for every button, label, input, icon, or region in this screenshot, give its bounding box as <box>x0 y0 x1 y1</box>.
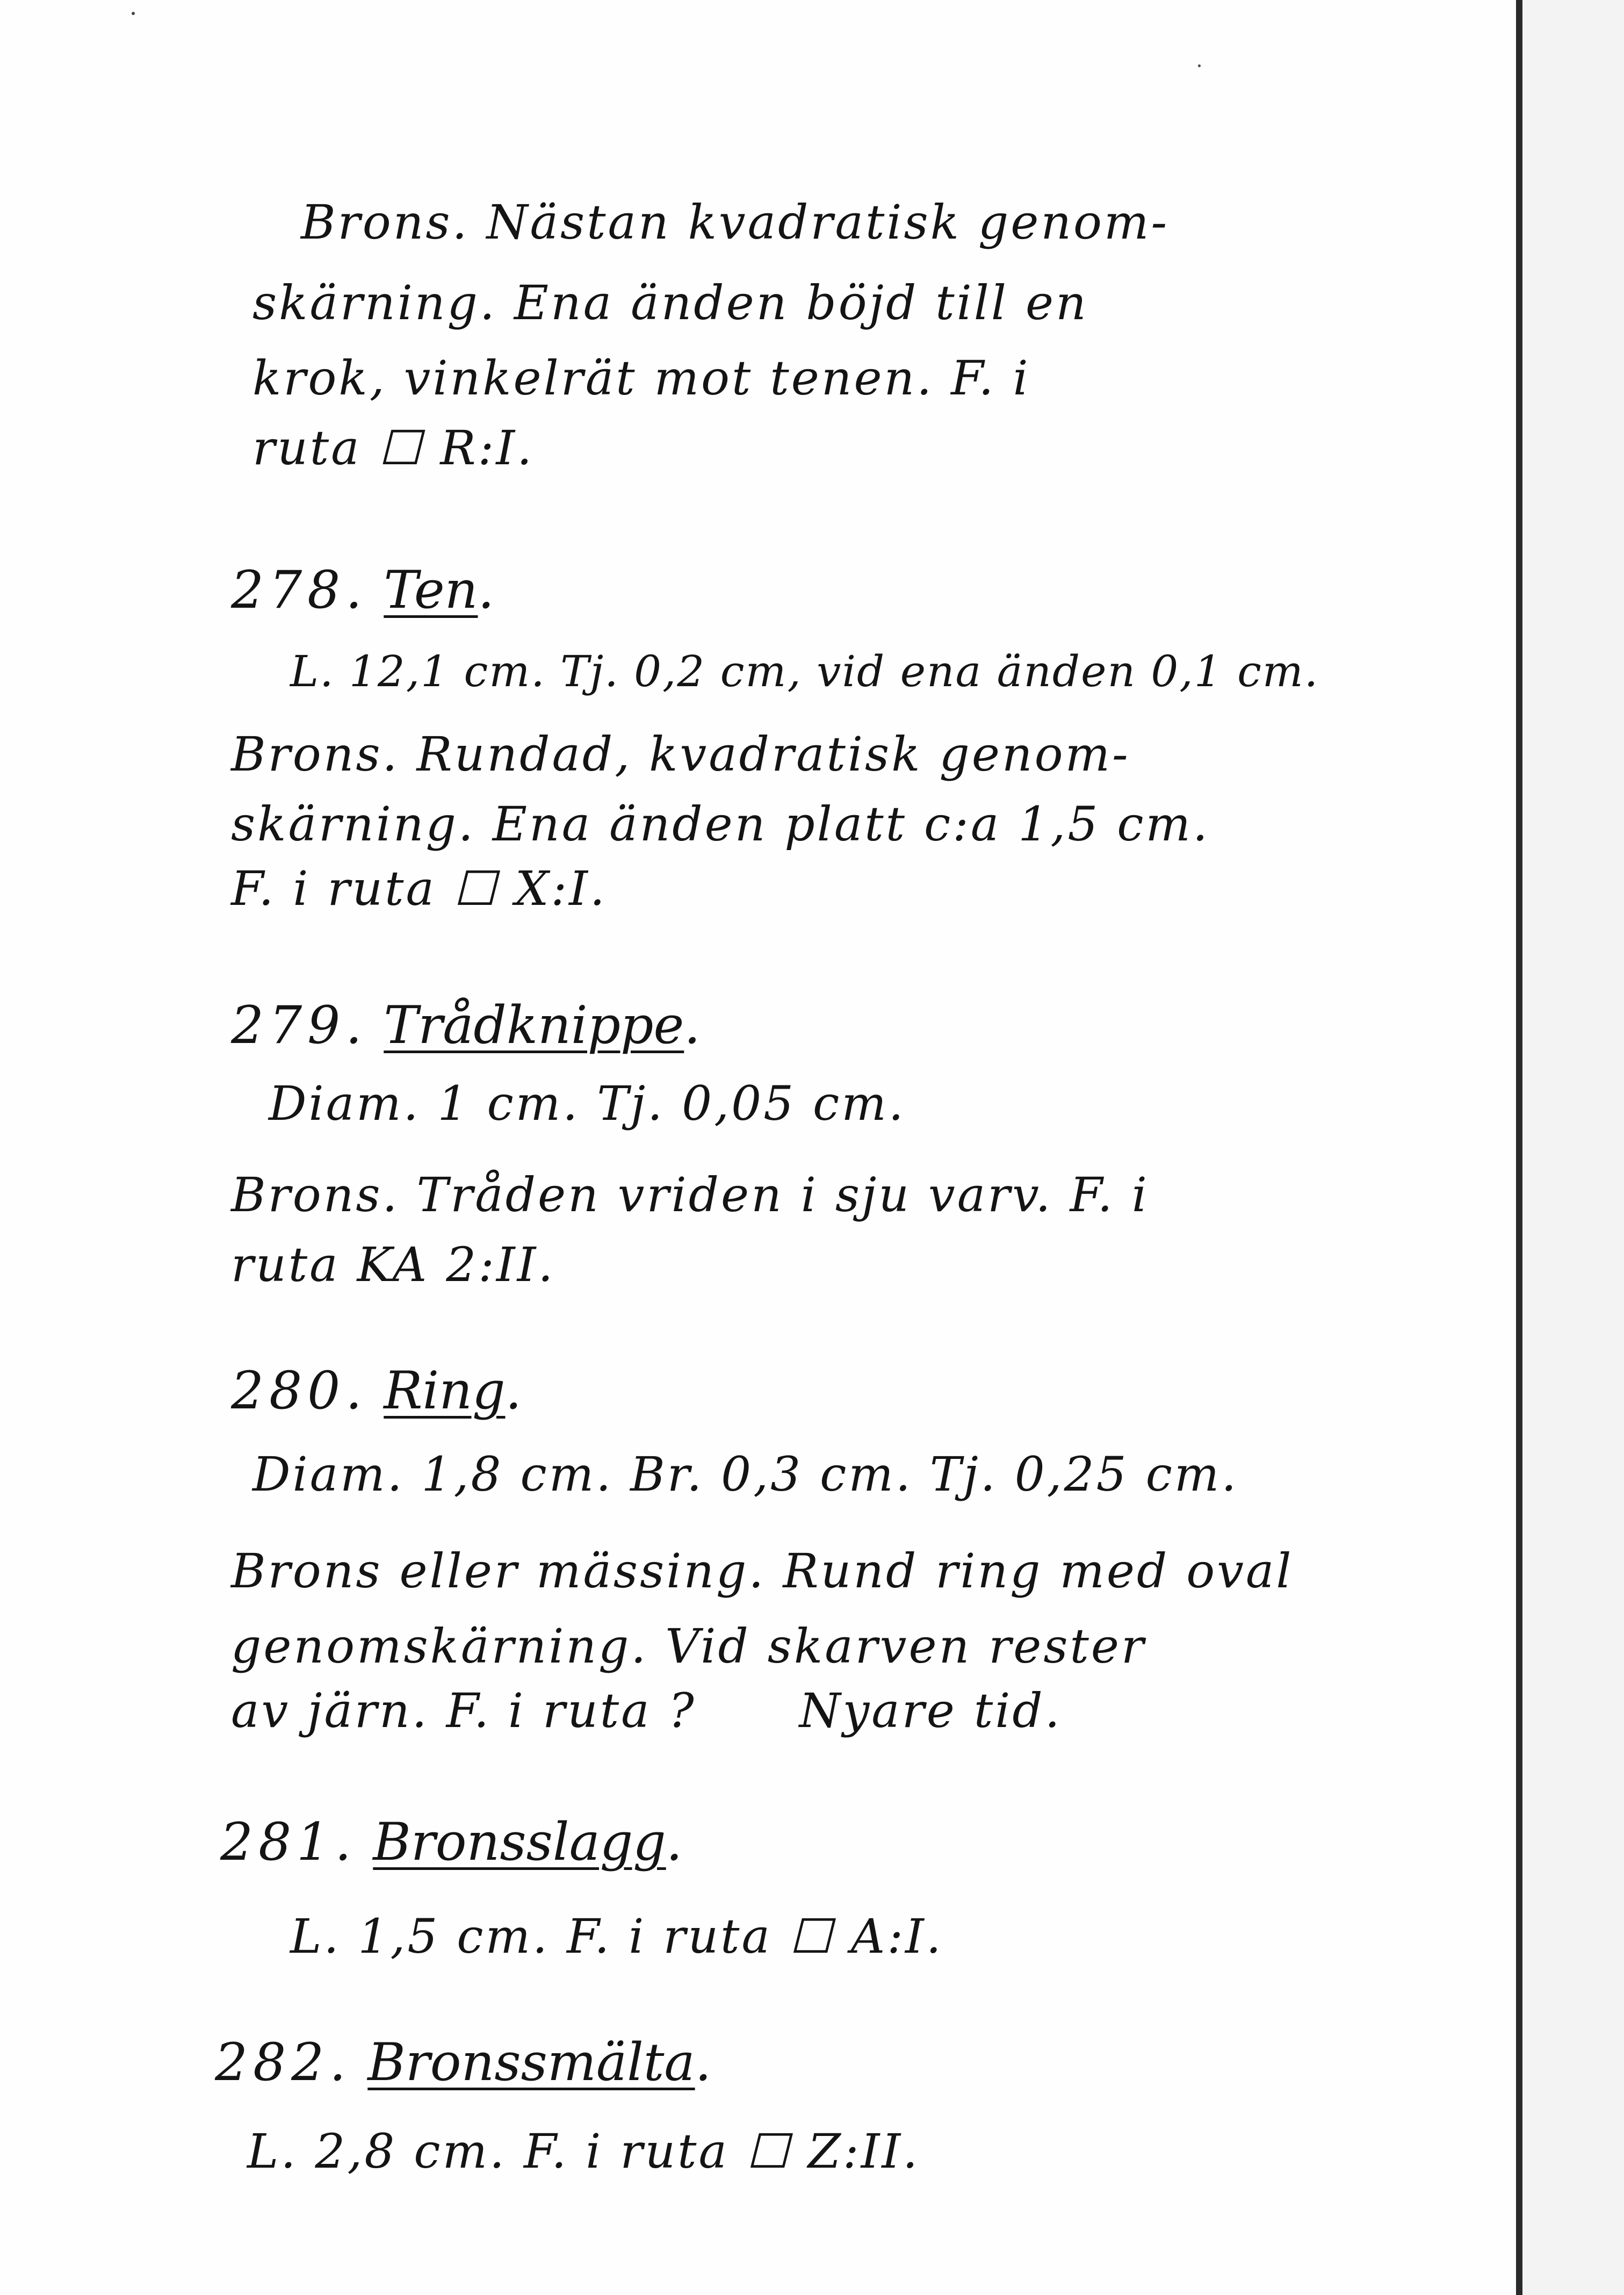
entry-heading-280 <box>231 1361 522 1421</box>
entry-continuation-line-3: krok, vinkelrät mot tenen. F. i <box>252 350 1030 406</box>
entry-278-line-4: F. i ruta ☐ X:I. <box>231 861 607 916</box>
entry-continuation-line-1: Brons. Nästan kvadratisk genom- <box>301 195 1170 250</box>
entry-heading-279 <box>231 995 701 1055</box>
entry-279-line-1: Diam. 1 cm. Tj. 0,05 cm. <box>269 1076 906 1131</box>
entry-278-line-2: Brons. Rundad, kvadratisk genom- <box>231 726 1130 782</box>
entry-282-line-1: L. 2,8 cm. F. i ruta ☐ Z:II. <box>247 2124 920 2179</box>
entry-heading-278 <box>231 560 494 620</box>
entry-278-line-3: skärning. Ena änden platt c:a 1,5 cm. <box>231 796 1210 852</box>
entry-title-period: . <box>478 560 494 620</box>
entry-continuation-line-2: skärning. Ena änden böjd till en <box>252 275 1088 330</box>
entry-280-line-2: Brons eller mässing. Rund ring med oval <box>231 1543 1294 1599</box>
scan-speck <box>1198 64 1201 67</box>
entry-number: 280. <box>231 1361 367 1421</box>
entry-280-line-3: genomskärning. Vid skarven rester <box>231 1618 1146 1674</box>
entry-title: Trådknippe <box>384 995 684 1055</box>
entry-number: 282. <box>215 2032 351 2092</box>
entry-title: Bronsslagg <box>373 1812 666 1872</box>
entry-title: Bronssmälta <box>367 2032 695 2092</box>
entry-title-period: . <box>695 2032 712 2092</box>
entry-title-period: . <box>666 1812 683 1872</box>
entry-number: 281. <box>220 1812 357 1872</box>
entry-280-line-4: av järn. F. i ruta ? Nyare tid. <box>231 1683 1062 1738</box>
entry-280-line-1: Diam. 1,8 cm. Br. 0,3 cm. Tj. 0,25 cm. <box>252 1447 1239 1502</box>
entry-number: 279. <box>231 995 367 1055</box>
entry-279-line-3: ruta KA 2:II. <box>231 1237 555 1292</box>
scan-speck <box>132 12 135 15</box>
entry-continuation-line-4: ruta ☐ R:I. <box>252 420 535 476</box>
entry-number: 278. <box>231 560 367 620</box>
entry-heading-282 <box>215 2032 712 2092</box>
entry-279-line-2: Brons. Tråden vriden i sju varv. F. i <box>231 1167 1149 1222</box>
entry-title-period: . <box>505 1361 522 1421</box>
entry-title: Ten <box>384 560 478 620</box>
entry-title-period: . <box>684 995 701 1055</box>
entry-heading-281 <box>220 1812 683 1872</box>
entry-278-line-1: L. 12,1 cm. Tj. 0,2 cm, vid ena änden 0,1 cm. <box>290 646 1319 696</box>
entry-281-line-1: L. 1,5 cm. F. i ruta ☐ A:I. <box>290 1909 943 1964</box>
page-margin <box>1522 0 1624 2295</box>
page-edge-shadow <box>1516 0 1522 2295</box>
entry-title: Ring <box>384 1361 506 1421</box>
